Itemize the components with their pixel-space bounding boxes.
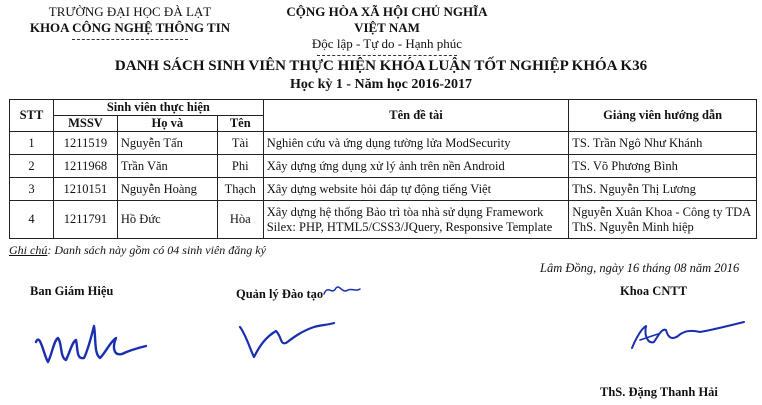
national-title: CỘNG HÒA XÃ HỘI CHỦ NGHĨA VIỆT NAM: [286, 4, 488, 35]
header-student-group: Sinh viên thực hiện: [53, 100, 263, 116]
header-stt: STT: [10, 100, 54, 132]
cell-ten: Hòa: [217, 201, 263, 239]
cell-mssv: 1211968: [53, 155, 117, 178]
cell-advisor-line2: ThS. Nguyễn Minh hiệp: [572, 219, 694, 234]
note-label: Ghi chú: [9, 243, 48, 257]
cell-ho: Nguyễn Hoàng: [117, 178, 217, 201]
cell-advisor: TS. Võ Phương Bình: [569, 155, 757, 178]
national-motto: Độc lập - Tự do - Hạnh phúc: [311, 36, 463, 51]
note: [9, 243, 266, 258]
table-row: [10, 201, 757, 239]
cell-topic-line2: Silex: PHP, HTML5/CSS3/JQuery, Responsive Template: [266, 219, 553, 234]
header-ten: Tên: [217, 116, 263, 132]
faculty-name: KHOA CÔNG NGHỆ THÔNG TIN: [29, 20, 231, 35]
table-row: [10, 178, 757, 201]
header-mssv: MSSV: [53, 116, 117, 132]
national-header: [272, 4, 502, 56]
cell-stt: 1: [10, 132, 54, 155]
faculty-signer-name: ThS. Đặng Thanh Hải: [600, 385, 718, 399]
signature-title-faculty: Khoa CNTT: [620, 284, 688, 298]
board-signature-icon: [30, 312, 150, 372]
cell-advisor-line1: Nguyễn Xuân Khoa - Công ty TDA: [572, 204, 752, 219]
note-text: : Danh sách này gồm có 04 sinh viên đăng ký: [47, 243, 266, 257]
cell-mssv: 1211791: [53, 201, 117, 239]
cell-ten: Tài: [217, 132, 263, 155]
cell-ho: Hồ Đức: [117, 201, 217, 239]
student-table: [9, 99, 757, 239]
document-title: DANH SÁCH SINH VIÊN THỰC HIỆN KHÓA LUẬN TỐT NGHIỆP KHÓA K36: [114, 58, 648, 74]
cell-stt: 2: [10, 155, 54, 178]
cell-mssv: 1211519: [53, 132, 117, 155]
cell-topic: [263, 201, 569, 239]
header-ho: Họ và: [117, 116, 217, 132]
cell-topic-line1: Xây dựng hệ thống Bảo trì tòa nhà sử dụng Framework: [266, 204, 544, 219]
date-line: Lâm Đồng, ngày 16 tháng 08 năm 2016: [540, 261, 740, 275]
cell-mssv: 1210151: [53, 178, 117, 201]
header-topic: Tên đề tài: [263, 100, 569, 132]
header-left-divider: [72, 39, 188, 40]
cell-topic: Xây dựng website hỏi đáp tự động tiếng Việt: [263, 178, 569, 201]
cell-stt: 3: [10, 178, 54, 201]
cell-ho: Nguyễn Tấn: [117, 132, 217, 155]
faculty-signature-icon: [628, 308, 748, 358]
signature-title-training: Quản lý Đào tạo: [236, 287, 324, 301]
table-row: [10, 155, 757, 178]
cell-ho: Trần Văn: [117, 155, 217, 178]
training-initial-icon: [322, 280, 362, 300]
cell-advisor: ThS. Nguyễn Thị Lương: [569, 178, 757, 201]
cell-stt: 4: [10, 201, 54, 239]
training-signature-icon: [236, 315, 336, 365]
university-name: TRƯỜNG ĐẠI HỌC ĐÀ LẠT: [48, 4, 212, 19]
cell-topic: Xây dựng ứng dụng xử lý ảnh trên nền Android: [263, 155, 569, 178]
document-subtitle: Học kỳ 1 - Năm học 2016-2017: [290, 77, 472, 92]
cell-advisor: TS. Trần Ngô Như Khánh: [569, 132, 757, 155]
cell-topic: Nghiên cứu và ứng dụng tường lửa ModSecurity: [263, 132, 569, 155]
table-row: [10, 132, 757, 155]
signature-title-board: Ban Giám Hiệu: [30, 284, 114, 298]
cell-advisor: [569, 201, 757, 239]
institution-header: [10, 4, 250, 40]
cell-ten: Phi: [217, 155, 263, 178]
cell-ten: Thạch: [217, 178, 263, 201]
header-advisor: Giảng viên hướng dẫn: [569, 100, 757, 132]
header-right-divider: [317, 55, 457, 56]
